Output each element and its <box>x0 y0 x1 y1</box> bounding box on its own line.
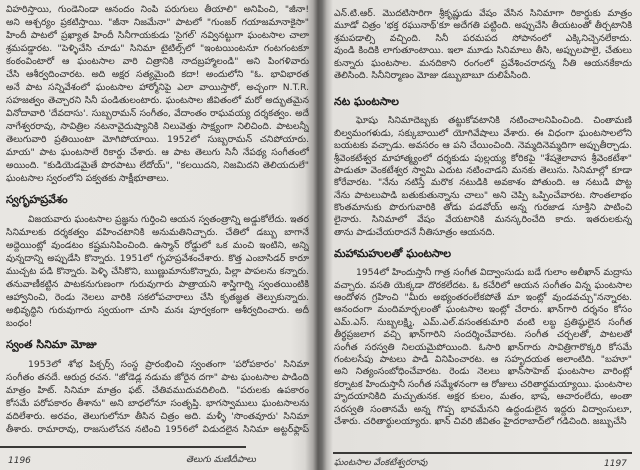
running-title-right: ఘంటసాల వేంకటేశ్వరరావు <box>334 458 428 468</box>
text-line: మూడో చిత్రం 'భక్త రఘునాథ్'కూ అదేగతి పట్టింది. అప్పుచేసి తీయటంతో తీర్చటానికి <box>334 20 632 32</box>
text-line: అద్దెయింట్లో వుండటం కష్టమనిపించింది. ఉస్మాన్ రోడ్డులో ఒక మంచి ఇంటిని, అన్ని <box>6 240 309 251</box>
text-line: సహజత్వం తెచ్చారని సినీ పండితులంటారు. ఘంటసాల జీవితంలో మరో అద్భుతమైన <box>6 95 309 106</box>
text-line: నాగేశ్వరరావు, సావిత్రిల నటనావైదుష్యానికి నిలువెత్తు సాక్ష్యంగా నిలిచింది. పాటలన్నీ <box>6 121 309 132</box>
text-line: మాత్రం హిట్. సినిమా మాత్రం ఫట్. చేతివముదువదిలింది. "పరులకు ఉపకారం <box>6 385 309 396</box>
text-line: కోరేవారట. "నేను నటిస్తే మరొక నటుడికి అవకాశం పోతుంది. ఆ నటుడి పొట్ట <box>334 177 632 189</box>
text-line: సంగీతం తనదే. ఆరుద్ర రచన. "జోడెడ్ల నడుమ జోరైన దగా" పాట ఘంటసాల పాడింది <box>6 372 309 383</box>
text-line: ఆందోళన గ్రహించి "మీరు అభ్యంతరంలేకపోతే మా ఇంట్లో వుండవచ్చు"నన్నారట. <box>334 292 632 304</box>
text-line: తీర్థప్రజలాగ వచ్చి ఖాన్‌గారిని సందర్శించేవారట. సంగీత చర్చలతో, పాటలతో <box>334 329 632 341</box>
text-line: వినోదావారి 'దేవదాసు'. సుబ్బరామన్ సంగీతం, వేదాంతం రాఘవయ్య దర్శకత్వం. అదే <box>6 108 309 119</box>
text-line: తనువాణీకట్టిన పాటకనుగుణంగా గురువుగారు పాత్రాయని శాస్త్రిగార్ని స్వంతయింటికి <box>6 279 309 290</box>
text-line: వదిలేశారు. అరవం, తెలుగులోనూ తీసిన చిత్రం అది. మళ్ళీ 'సొంతవూరు' సినిమా <box>6 411 309 422</box>
text-line: గంటలసేపు పాటలు పాడి వినిపించారట. ఆ సహృదయత అలాంటిది. "బహూ" <box>334 353 632 365</box>
paragraph <box>334 267 632 428</box>
footer-rule-left <box>0 446 246 448</box>
text-line: కున్నారు ఘంటసాల. మనదికాని రంగంలో ప్రవేశించరాదన్న నీతి ఆయనకేకాదు <box>334 57 632 69</box>
text-line: బయటకు వచ్చాడు. అవసరం ఆ పని చేయించింది. నెమ్మదినెమ్మదిగా అప్పుతీర్చాడు. <box>334 140 632 152</box>
text-line: లైనారు. సినిమాలో వేషం వేయటానికి మనస్కరించేది కాదు. ఇతరులకున్న <box>334 214 632 226</box>
text-line: ఎన్.టి.ఆర్. మొదటిసారిగా శ్రీకృష్ణుడు వేషం వేసిన సినిమాగా రికార్డుకు మాత్రం <box>334 8 632 19</box>
section-heading: స్వగృహప్రవేశం <box>6 193 68 206</box>
text-line: కర్నాటక హిందుస్తానీ సంగీత సమ్మేళనంగా ఆ రోజులు చరితార్థమయ్యాయి. ఘంటసాల <box>334 378 632 390</box>
text-line: శ్రీవెంకటేశ్వర మాహాత్మ్యంలో దర్శకుడు పుల్లయ్య కోరికపై "శేషశైలావాస శ్రీవెంకటేశా" <box>334 152 632 164</box>
text-line: తెలిసింది. సినీనిర్మాణం మోజు డబ్బుబాబూ దులిపేసింది. <box>334 69 531 81</box>
text-line: కొంతమానుకు పొరుగువారికి తోడు పడవోయ్ అన్న గురజాడ సూక్తిని పాటించి <box>334 202 632 214</box>
text-line: ఆహ్వానించి, రెండు నెలలు వారికి సకలోపచారాలు చేసి కృతజ్ఞత తెల్పుకున్నారు. <box>6 292 309 303</box>
text-line: ముచ్చట పడి కొన్నారు. పెళ్ళి చేసికొని, ఋణ్ణుమానుకొన్నారు, పిల్లా పాపలను కన్నారు. <box>6 266 309 277</box>
right-page <box>334 0 632 428</box>
page-number-right: 1197 <box>604 459 627 469</box>
text-line: విహరిస్తాయి, గుండెనిండా ఆనందం నింపి పరుగులు తీయాలి" అనిపించి, "జీనా! <box>6 4 309 15</box>
paragraph <box>334 115 632 239</box>
text-line: బంధం! <box>6 318 33 329</box>
text-line: శ్రమపడ్డారట. "పెళ్ళిచేసి చూడు" సినిమా టైటిల్స్‌లో "ఇంటయింటనూ గంటగంటకూ <box>6 43 309 54</box>
text-line: చేసి ఆశీర్వదించారట. అది అక్షర సత్యమైంది కదా! అందులోని "ఓ. భావిభారత <box>6 69 309 80</box>
text-line: అయింది. "కుడియెడమైతే పొరపాటు లేదోయ్", "కలయిదని, నిజమిదని తెలియదులే" <box>6 160 309 171</box>
text-line: పాడుతూ వెంకటేశ్వర స్వామి ఎదుట నటించాడని మనకు తెలుసు. సినిమాల్లో కూడా <box>334 164 632 176</box>
footer-rule-right <box>333 452 632 454</box>
section-heading: స్వంత సినిమా మోజు <box>6 338 97 351</box>
paragraph <box>6 213 309 330</box>
text-line: వున్నదాన్ని అప్పుడేసి కొన్నారు. 1951లో గృహప్రవేశంచేశారు. కొత్త ఎంబాసిడర్ కారూ <box>6 253 309 264</box>
text-line: హృదయానికిది మచ్చుతునక. అక్షర కులం, మతం, భాష, ఆచారంలేదు, అంతా <box>334 391 632 403</box>
text-line: 1954లో హిందుస్తానీ గాత్ర సంగీత విద్వాంసుడు బడే గులాం అలీఖాన్ మద్రాసు <box>356 267 632 279</box>
text-line: కోసమే పరోపకారం తీశాను" అని బాధలోనూ సంతృప్తి. భాగస్వాములు ఘంటసాలను <box>6 398 309 409</box>
text-line: తీశారు. రామారావు, రాజసులోచన నటించి 1956లో విడుదలైన సినిమా అట్టర్‌ఫ్లాప్ <box>6 424 309 435</box>
text-line: సరస్వతి సంతానమే అన్న గొప్ప భావమేనని ఉద్దండులైన ఇద్దరు విద్వాంసులూ, <box>334 403 632 415</box>
page-number-left: 1196 <box>8 456 31 466</box>
text-line: ఆనందంగా మందిమార్బలంతో ఘంటసాల ఇంట్లో చేరారు. ఖాన్‌గారి దర్శనం కోసం <box>334 304 632 316</box>
text-line: సంగీత సరస్వతి నిలయమైపోయింది. ఓసారి ఖాన్‌గారు సావిత్రిగారొక్కరి కోసమే <box>334 341 632 353</box>
text-line: అని నిత్యంసంబోధించేవారట. రెండు నెలలు ఖాన్‌సాహెబ్ ఘంటసాల వారింట్లో <box>334 366 632 378</box>
text-line: కంఠంవింటారో ఆ ఘంటసాల వారి చిత్రానికి నాదబ్రహ్మాలండి" అని పింగళివారు <box>6 56 309 67</box>
text-line: నేను పాటలుపాడి బతుకుతున్నాను చాలు" అని చెప్పి ఒప్పించేవారట. సొంతలాభం <box>334 189 632 201</box>
running-title-left: తెలుగు మణిదీపాలు <box>186 455 256 465</box>
text-line: అని ఆశ్చర్యం ప్రకటిస్తాయి. "జీనా నిజమేనా" పాటలో "గుంజర్ గయాజమానాకైసా" <box>6 17 309 28</box>
text-line: హిందీ పాటలో ప్రఖ్యాత హిందీ సినీగాయకుడు 'సైగల్' నవ్వినట్టుగా ఘంటసాల చాలా <box>6 30 309 41</box>
section-heading: మహామహులతో ఘంటసాల <box>334 247 452 261</box>
text-line: అభివృద్ధిని గురువుగారు స్వయంగా చూసి మనః పూర్వకంగా ఆశీర్వదించారు. అదీ <box>6 305 309 316</box>
text-line: తాను పాడుచేయరాదనే నీతిసూత్రం ఆయనది. <box>334 226 495 238</box>
text-line: శ్రమపడాల్సి వచ్చింది. సినీ పరమపద సోపానంలో ఎక్కినిచ్చెనలేకాదు. <box>334 32 632 44</box>
section-heading: నట ఘంటసాల <box>334 95 399 109</box>
text-line: బిల్వమంగళుడు, సక్కుబాయిలో యోగివేషాలు వేశారు. ఈ విధంగా ఘంటసాలలోని <box>334 127 632 139</box>
left-page <box>6 0 309 436</box>
paragraph <box>334 8 632 82</box>
paragraph <box>6 3 309 185</box>
text-line: ఘోషు సినిమాదెబ్బకు తట్టుకోవటానికి నటించాలనిపించింది. చింతామణి <box>356 115 632 127</box>
text-line: 1953లో శోభ పిక్చర్స్ సంస్థ ప్రారంభించి స్వంతంగా 'పరోపకారం' సినిమా <box>28 359 309 370</box>
text-line: చేశారు. చరితార్థులయ్యారు. ఖాన్ చివరి జీవితం హైదరాబాద్‌లో గడిచింది. జబ్బుచేసి <box>334 415 627 427</box>
paragraph <box>6 358 309 436</box>
text-line: ఘంటసాల స్వరంలోని పక్వతకు సాక్షీభూతాలు. <box>6 173 170 184</box>
text-line: ఎమ్.ఎస్. సుబ్బలక్ష్మి, ఎమ్.ఎల్.వసంతకుమారి వంటి లబ్ధ ప్రతిష్ఠులైన సంగీత <box>334 316 632 328</box>
text-line: వచ్చారు. వసతి యెక్కడా దొరకలేదట. ఓ కచేరిలో ఆయన సంగీతం విన్న ఘంటసాల <box>334 279 632 291</box>
text-line: సినిమాలకు దర్శకత్వం వహించటానికి అనుమతినిచ్చారు. చేతిలో డబ్బు బాగానే <box>6 227 309 238</box>
text-line: వుండి కిందికి లాగుతూంటాయి. ఇలా మూడు సినిమాలు తీసి, అప్పులపాలై, చేతులు <box>334 45 632 57</box>
text-line: తెలుగువారి ప్రతియింటా మోగిపోయాయి. 1952లో సుబ్బరామన్ చనిపోయారు. <box>6 134 309 145</box>
text-line: మాయ" పాట ఘంటసాలే రికార్డు చేశారు. ఆ పాట తెలుగు సినీ నేపథ్య సంగీతంలో <box>6 147 309 158</box>
text-line: అనే పాట సన్నివేశంలో ఘంటసాల హార్మోనిపై ఎలా వాయిస్తారో, అచ్చంగా N.T.R. <box>6 82 309 93</box>
text-line: విజయవారు ఘంటసాల ప్రజ్ఞను గుర్తించి ఆయన స్వతంత్రాన్ని అడ్డుకోలేదు. ఇతర <box>28 214 309 225</box>
